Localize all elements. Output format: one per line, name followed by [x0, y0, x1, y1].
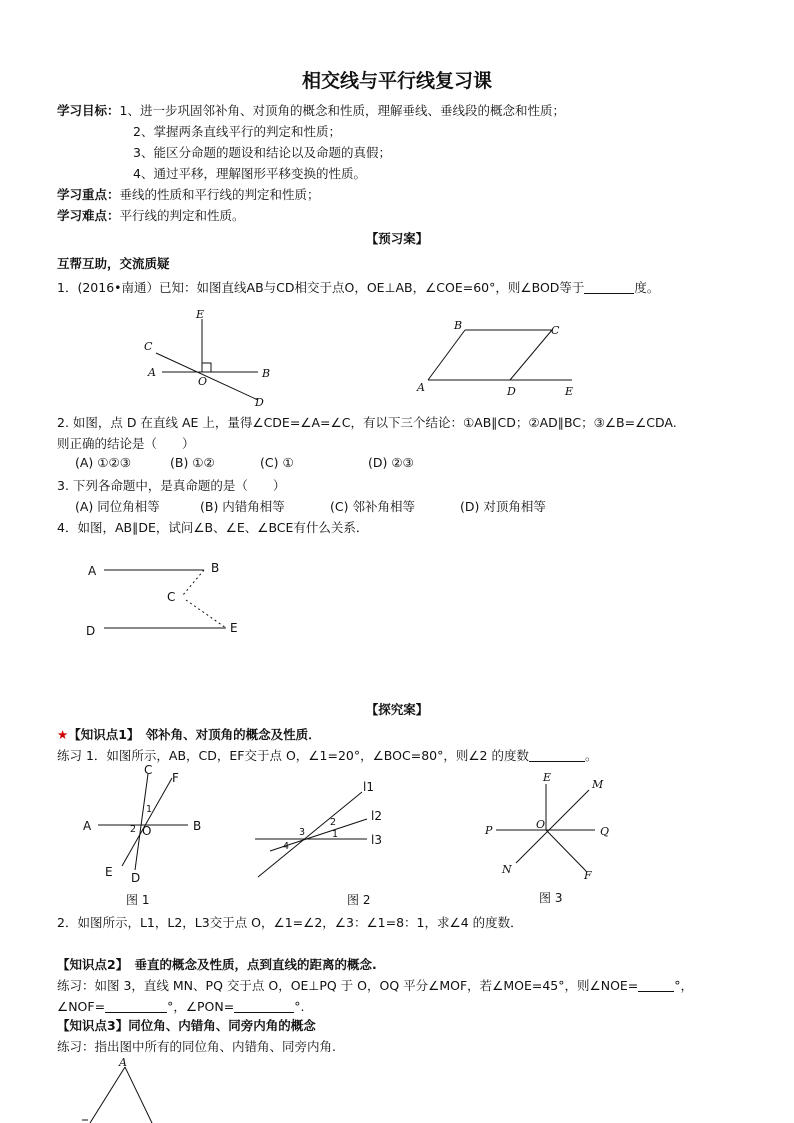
fig-2-label: 4 [283, 841, 290, 852]
knowledge-point-3: 【知识点3】同位角、内错角、同旁内角的概念 [57, 1018, 316, 1033]
fig-1-label: O [142, 824, 152, 838]
fig-3-label: M [592, 778, 604, 791]
question-2-option: (A) ①②③ [75, 455, 131, 470]
exercise-3-text: ∠NOF= [57, 999, 106, 1014]
question-3-option: (C) 邻补角相等 [330, 499, 415, 514]
objectives-label: 学习目标： [57, 103, 120, 118]
fig-q2-label: C [551, 324, 560, 337]
question-2-line-2: 则正确的结论是（ ） [57, 436, 195, 451]
fig-2-label: l2 [371, 809, 382, 823]
preview-subheading: 互帮互助，交流质疑 [57, 256, 170, 271]
figure-q2 [412, 315, 587, 400]
objectives-line-1 [57, 101, 565, 119]
fig-1-label: E [105, 865, 113, 879]
fig-3-label: O [536, 818, 546, 831]
answer-blank[interactable] [638, 979, 674, 992]
fig-q1-label: C [144, 340, 153, 353]
key-point-line [57, 185, 320, 203]
objective-item: 4、通过平移，理解图形平移变换的性质。 [133, 166, 366, 181]
figure-3-caption: 图 3 [539, 891, 563, 905]
fig-1-label: 1 [146, 804, 153, 815]
key-point-label: 学习重点： [57, 187, 120, 202]
fig-1-label: C [144, 763, 153, 777]
answer-blank[interactable] [584, 281, 634, 294]
question-3-option: (B) 内错角相等 [200, 499, 285, 514]
exercise-3-line-1 [57, 976, 693, 994]
key-point-text: 垂线的性质和平行线的判定和性质； [119, 187, 320, 202]
fig-q1-label: E [196, 308, 205, 321]
exercise-1-text: 练习 1．如图所示，AB，CD，EF交于点 O，∠1=20°，∠BOC=80°，则∠2 的度数 [57, 748, 529, 763]
fig-2-label: 3 [299, 827, 306, 838]
figure-4 [70, 1055, 180, 1123]
exercise-3-end: °， [674, 978, 694, 993]
fig-1-label: D [131, 871, 141, 885]
fig-q1-label: B [262, 367, 271, 380]
fig-3-label: E [543, 771, 552, 784]
figure-1-caption: 图 1 [126, 893, 150, 907]
fig-1-label: 2 [130, 824, 137, 835]
exercise-3-text: °. [294, 999, 305, 1014]
question-2-option: (C) ① [260, 455, 294, 470]
fig-4-label: A [119, 1056, 127, 1069]
fig-q2-label: B [454, 319, 463, 332]
fig-q2-label: A [417, 381, 425, 394]
fig-1-label: A [83, 819, 92, 833]
fig-2-label: l1 [363, 780, 374, 794]
exercise-3-text: °，∠PON= [167, 999, 235, 1014]
question-1-text: 1．(2016•南通）已知：如图直线AB与CD相交于点O，OE⊥AB，∠COE=60°，则∠BOD等于 [57, 280, 585, 295]
knowledge-point-1-text: 【知识点1】 邻补角、对顶角的概念及性质． [68, 727, 321, 742]
answer-blank[interactable] [234, 1000, 294, 1013]
explore-heading: 【探究案】 [365, 702, 429, 717]
question-2-line-1: 2. 如图，点 D 在直线 AE 上，量得∠CDE=∠A=∠C，有以下三个结论：①AB∥CD；②AD∥BC；③∠B=∠CDA. [57, 415, 677, 430]
fig-1-label: F [172, 771, 179, 785]
question-3-option: (D) 对顶角相等 [460, 499, 546, 514]
star-icon: ★ [57, 727, 69, 742]
fig-q4-label: C [167, 590, 176, 604]
figure-q4 [80, 555, 250, 645]
exercise-3-line-2 [57, 997, 304, 1015]
knowledge-point-2: 【知识点2】 垂直的概念及性质，点到直线的距离的概念. [57, 957, 377, 972]
fig-2-label: l3 [371, 833, 382, 847]
question-1 [57, 278, 659, 296]
fig-3-label: Q [600, 825, 610, 838]
exercise-1-end: 。 [585, 748, 598, 763]
answer-blank[interactable] [105, 1000, 167, 1013]
question-2-option: (B) ①② [170, 455, 215, 470]
figure-2-caption: 图 2 [347, 893, 371, 907]
figure-2 [250, 775, 410, 910]
fig-3-label: P [485, 824, 493, 837]
question-3-option: (A) 同位角相等 [75, 499, 160, 514]
fig-q2-label: D [507, 385, 516, 398]
answer-blank[interactable] [529, 749, 585, 762]
figure-q1 [140, 305, 290, 410]
fig-q4-label: A [88, 564, 97, 578]
fig-3-label: N [502, 863, 512, 876]
fig-2-label: 2 [330, 817, 337, 828]
question-2-option: (D) ②③ [368, 455, 414, 470]
difficulty-line [57, 206, 245, 224]
difficulty-label: 学习难点： [57, 208, 120, 223]
fig-q1-label: D [255, 396, 264, 409]
fig-q1-label: O [198, 375, 208, 388]
objective-item: 2、掌握两条直线平行的判定和性质； [133, 124, 341, 139]
fig-q4-label: B [211, 561, 220, 575]
question-4: 4．如图，AB∥DE，试问∠B、∠E、∠BCE有什么关系． [57, 520, 369, 535]
fig-1-label: B [193, 819, 202, 833]
knowledge-point-1 [57, 725, 321, 743]
exercise-2: 2．如图所示，L1，L2，L3交于点 O，∠1=∠2，∠3：∠1=8：1，求∠4 的度数． [57, 915, 523, 930]
question-3: 3. 下列各命题中，是真命题的是（ ） [57, 478, 286, 493]
page-title: 相交线与平行线复习课 [301, 70, 492, 92]
figure-3 [480, 770, 620, 910]
exercise-3-text: 练习：如图 3，直线 MN、PQ 交于点 O，OE⊥PQ 于 O，OQ 平分∠MOF，若∠MOE=45°，则∠NOE= [57, 978, 639, 993]
fig-2-label: 1 [332, 829, 339, 840]
figure-1 [78, 762, 218, 912]
difficulty-text: 平行线的判定和性质。 [119, 208, 245, 223]
objective-item: 3、能区分命题的题设和结论以及命题的真假； [133, 145, 391, 160]
fig-3-label: F [584, 869, 592, 882]
question-1-end: 度。 [634, 280, 660, 295]
fig-q1-label: A [148, 366, 156, 379]
preview-heading: 【预习案】 [365, 231, 429, 246]
exercise-4: 练习：指出图中所有的同位角、内错角、同旁内角. [57, 1039, 336, 1054]
fig-q2-label: E [565, 385, 574, 398]
fig-q4-label: E [230, 621, 238, 635]
fig-q4-label: D [86, 624, 96, 638]
objective-item: 1、进一步巩固邻补角、对顶角的概念和性质，理解垂线、垂线段的概念和性质； [119, 103, 565, 118]
